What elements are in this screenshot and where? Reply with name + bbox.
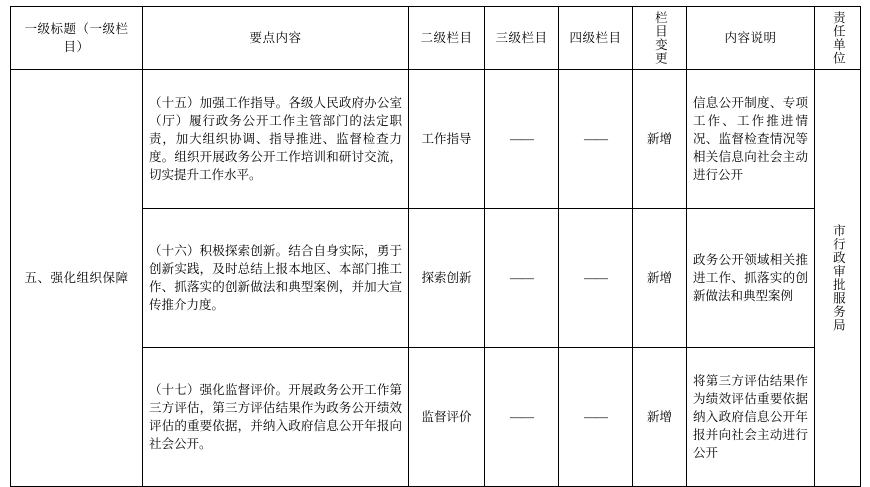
header-level1-title: 一级标题（一级栏目） (11, 7, 143, 70)
row-note: 将第三方评估结果作为绩效评估重要依据纳入政府信息公开年报并向社会主动进行公开 (687, 348, 815, 487)
row-level4: —— (559, 209, 633, 348)
responsible-unit-cell (815, 70, 861, 487)
header-column-change (633, 7, 687, 70)
section-title-cell: 五、强化组织保障 (11, 70, 143, 487)
row-change: 新增 (633, 70, 687, 209)
header-responsible-unit-text: 责任单位 (831, 11, 846, 65)
document-page (0, 6, 870, 472)
responsible-unit-text: 市行政审批服务局 (831, 224, 846, 332)
header-row (11, 7, 861, 70)
header-level3-column: 三级栏目 (485, 7, 559, 70)
row-note: 信息公开制度、专项工作、工作推进情况、监督检查情况等相关信息向社会主动进行公开 (687, 70, 815, 209)
row-level2: 监督评价 (409, 348, 485, 487)
header-column-change-text: 栏目变更 (653, 11, 668, 65)
row-level3: —— (485, 348, 559, 487)
row-level3: —— (485, 209, 559, 348)
header-level4-column: 四级栏目 (559, 7, 633, 70)
row-level4: —— (559, 348, 633, 487)
row-level2: 探索创新 (409, 209, 485, 348)
row-level4: —— (559, 70, 633, 209)
header-responsible-unit (815, 7, 861, 70)
row-level2: 工作指导 (409, 70, 485, 209)
header-level2-column: 二级栏目 (409, 7, 485, 70)
header-content-note: 内容说明 (687, 7, 815, 70)
table-header (11, 7, 861, 70)
row-content: （十六）积极探索创新。结合自身实际，勇于创新实践，及时总结上报本地区、本部门推工作、抓落实的创新做法和典型案例，并加大宣传推介力度。 (143, 209, 409, 348)
table-body (11, 70, 861, 487)
row-change: 新增 (633, 348, 687, 487)
row-level3: —— (485, 70, 559, 209)
table-row (11, 70, 861, 209)
header-key-content: 要点内容 (143, 7, 409, 70)
row-change: 新增 (633, 209, 687, 348)
row-content: （十七）强化监督评价。开展政务公开工作第三方评估，第三方评估结果作为政务公开绩效评估的重要依据，并纳入政府信息公开年报向社会公开。 (143, 348, 409, 487)
row-content: （十五）加强工作指导。各级人民政府办公室（厅）履行政务公开工作主管部门的法定职责，加大组织协调、指导推进、监督检查力度。组织开展政务公开工作培训和研讨交流，切实提升工作水平。 (143, 70, 409, 209)
row-note: 政务公开领域相关推进工作、抓落实的创新做法和典型案例 (687, 209, 815, 348)
requirements-table (10, 6, 861, 487)
